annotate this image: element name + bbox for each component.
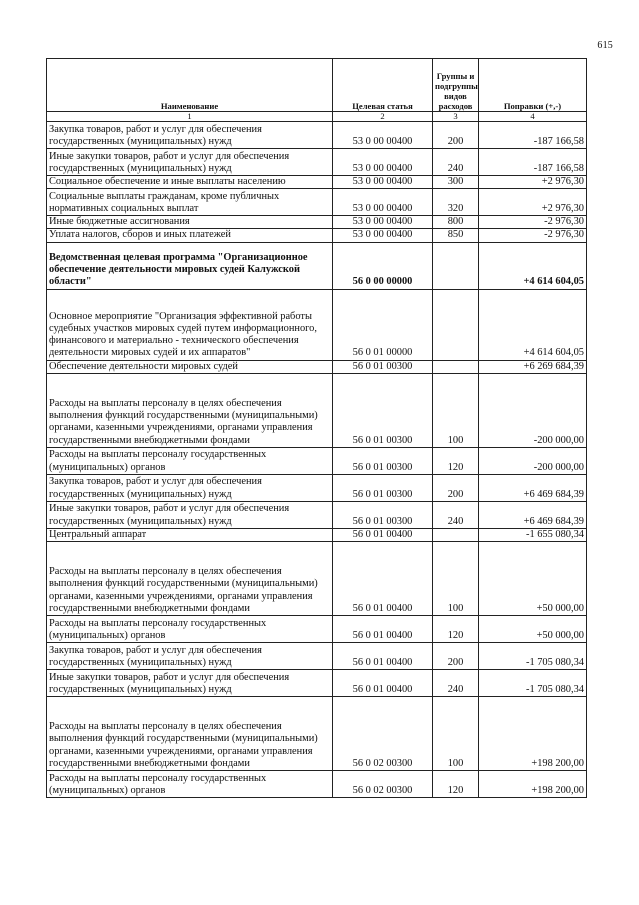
row-amendment-cell: -200 000,00: [479, 373, 587, 447]
row-target-article-cell: 53 0 00 00400: [333, 176, 433, 189]
row-target-article-cell: 53 0 00 00400: [333, 216, 433, 229]
row-amendment-cell: -200 000,00: [479, 447, 587, 474]
row-target-article-cell: 53 0 00 00400: [333, 149, 433, 176]
row-expense-group-cell: 240: [433, 670, 479, 697]
row-expense-group-cell: 320: [433, 189, 479, 216]
header-amendments: Поправки (+,-): [479, 59, 587, 112]
row-name-cell: Иные бюджетные ассигнования: [47, 216, 333, 229]
row-amendment-cell: -1 655 080,34: [479, 528, 587, 541]
row-expense-group-cell: 850: [433, 229, 479, 242]
row-expense-group-cell: 100: [433, 697, 479, 771]
column-number: 3: [433, 112, 479, 122]
table-row: [47, 528, 587, 541]
row-target-article-cell: 56 0 00 00000: [333, 242, 433, 289]
row-amendment-cell: +4 614 604,05: [479, 242, 587, 289]
table-row: [47, 360, 587, 373]
table-row: [47, 447, 587, 474]
page-number: 615: [597, 40, 613, 51]
row-amendment-cell: +198 200,00: [479, 771, 587, 798]
row-expense-group-cell: 800: [433, 216, 479, 229]
row-target-article-cell: 56 0 01 00400: [333, 528, 433, 541]
row-target-article-cell: 56 0 01 00400: [333, 670, 433, 697]
row-target-article-cell: 56 0 01 00300: [333, 447, 433, 474]
row-target-article-cell: 56 0 01 00400: [333, 616, 433, 643]
row-amendment-cell: +6 469 684,39: [479, 501, 587, 528]
row-expense-group-cell: [433, 289, 479, 360]
row-name-cell: Ведомственная целевая программа "Организационное обеспечение деятельности мировых судей Калужской области": [47, 242, 333, 289]
row-expense-group-cell: 240: [433, 149, 479, 176]
row-amendment-cell: +4 614 604,05: [479, 289, 587, 360]
row-name-cell: Иные закупки товаров, работ и услуг для обеспечения государственных (муниципальных) нужд: [47, 149, 333, 176]
table-row: [47, 542, 587, 616]
row-name-cell: Уплата налогов, сборов и иных платежей: [47, 229, 333, 242]
table-row: [47, 176, 587, 189]
row-amendment-cell: +50 000,00: [479, 616, 587, 643]
row-name-cell: Расходы на выплаты персоналу в целях обеспечения выполнения функций государственными (муниципальными) органами, казенными учреждениями, органами управления государственными внебюджетными фондами: [47, 697, 333, 771]
header-name: Наименование: [47, 59, 333, 112]
row-amendment-cell: +198 200,00: [479, 697, 587, 771]
row-expense-group-cell: [433, 528, 479, 541]
table-row: [47, 289, 587, 360]
table-row: [47, 771, 587, 798]
row-target-article-cell: 56 0 01 00300: [333, 373, 433, 447]
row-expense-group-cell: 200: [433, 643, 479, 670]
row-amendment-cell: -1 705 080,34: [479, 643, 587, 670]
row-name-cell: Иные закупки товаров, работ и услуг для обеспечения государственных (муниципальных) нужд: [47, 670, 333, 697]
row-name-cell: Расходы на выплаты персоналу государственных (муниципальных) органов: [47, 447, 333, 474]
table-row: [47, 697, 587, 771]
row-name-cell: Основное мероприятие "Организация эффективной работы судебных участков мировых судей путем информационного, финансового и материально - технического обеспечения деятельности мировых судей и их аппаратов": [47, 289, 333, 360]
row-target-article-cell: 53 0 00 00400: [333, 189, 433, 216]
table-row: [47, 373, 587, 447]
table-row: [47, 242, 587, 289]
row-name-cell: Социальное обеспечение и иные выплаты населению: [47, 176, 333, 189]
row-amendment-cell: +6 469 684,39: [479, 474, 587, 501]
row-amendment-cell: -187 166,58: [479, 122, 587, 149]
row-name-cell: Расходы на выплаты персоналу в целях обеспечения выполнения функций государственными (муниципальными) органами, казенными учреждениями, органами управления государственными внебюджетными фондами: [47, 373, 333, 447]
row-expense-group-cell: 120: [433, 771, 479, 798]
row-amendment-cell: +50 000,00: [479, 542, 587, 616]
row-expense-group-cell: 240: [433, 501, 479, 528]
row-name-cell: Закупка товаров, работ и услуг для обеспечения государственных (муниципальных) нужд: [47, 643, 333, 670]
row-amendment-cell: -2 976,30: [479, 229, 587, 242]
row-expense-group-cell: [433, 360, 479, 373]
row-target-article-cell: 56 0 02 00300: [333, 771, 433, 798]
row-expense-group-cell: 200: [433, 122, 479, 149]
row-amendment-cell: +2 976,30: [479, 176, 587, 189]
row-name-cell: Социальные выплаты гражданам, кроме публичных нормативных социальных выплат: [47, 189, 333, 216]
table-row: [47, 474, 587, 501]
row-amendment-cell: -1 705 080,34: [479, 670, 587, 697]
row-target-article-cell: 56 0 01 00300: [333, 360, 433, 373]
row-expense-group-cell: 120: [433, 447, 479, 474]
table-body: [47, 122, 587, 798]
table-row: [47, 616, 587, 643]
table-row: [47, 122, 587, 149]
column-number-row: [47, 112, 587, 122]
row-name-cell: Закупка товаров, работ и услуг для обеспечения государственных (муниципальных) нужд: [47, 122, 333, 149]
row-target-article-cell: 53 0 00 00400: [333, 229, 433, 242]
row-name-cell: Обеспечение деятельности мировых судей: [47, 360, 333, 373]
row-target-article-cell: 56 0 01 00400: [333, 643, 433, 670]
budget-amendments-table: [46, 58, 587, 798]
row-target-article-cell: 56 0 01 00300: [333, 501, 433, 528]
table-row: [47, 229, 587, 242]
row-name-cell: Расходы на выплаты персоналу государственных (муниципальных) органов: [47, 616, 333, 643]
table-row: [47, 216, 587, 229]
row-expense-group-cell: 200: [433, 474, 479, 501]
row-amendment-cell: -187 166,58: [479, 149, 587, 176]
header-target-article: Целевая статья: [333, 59, 433, 112]
column-number: 1: [47, 112, 333, 122]
table-row: [47, 501, 587, 528]
row-name-cell: Расходы на выплаты персоналу государственных (муниципальных) органов: [47, 771, 333, 798]
column-number: 4: [479, 112, 587, 122]
row-name-cell: Центральный аппарат: [47, 528, 333, 541]
row-expense-group-cell: [433, 242, 479, 289]
row-target-article-cell: 56 0 01 00400: [333, 542, 433, 616]
row-name-cell: Расходы на выплаты персоналу в целях обеспечения выполнения функций государственными (муниципальными) органами, казенными учреждениями, органами управления государственными внебюджетными фондами: [47, 542, 333, 616]
row-target-article-cell: 56 0 01 00000: [333, 289, 433, 360]
header-expense-groups: Группы и подгруппы видов расходов: [433, 59, 479, 112]
row-amendment-cell: +2 976,30: [479, 189, 587, 216]
row-target-article-cell: 56 0 01 00300: [333, 474, 433, 501]
row-amendment-cell: -2 976,30: [479, 216, 587, 229]
column-number: 2: [333, 112, 433, 122]
row-target-article-cell: 53 0 00 00400: [333, 122, 433, 149]
row-expense-group-cell: 100: [433, 542, 479, 616]
row-target-article-cell: 56 0 02 00300: [333, 697, 433, 771]
row-name-cell: Иные закупки товаров, работ и услуг для обеспечения государственных (муниципальных) нужд: [47, 501, 333, 528]
table-row: [47, 149, 587, 176]
row-expense-group-cell: 300: [433, 176, 479, 189]
table-row: [47, 643, 587, 670]
table-header-row: [47, 59, 587, 112]
row-expense-group-cell: 120: [433, 616, 479, 643]
row-amendment-cell: +6 269 684,39: [479, 360, 587, 373]
row-expense-group-cell: 100: [433, 373, 479, 447]
row-name-cell: Закупка товаров, работ и услуг для обеспечения государственных (муниципальных) нужд: [47, 474, 333, 501]
table-row: [47, 189, 587, 216]
table-row: [47, 670, 587, 697]
